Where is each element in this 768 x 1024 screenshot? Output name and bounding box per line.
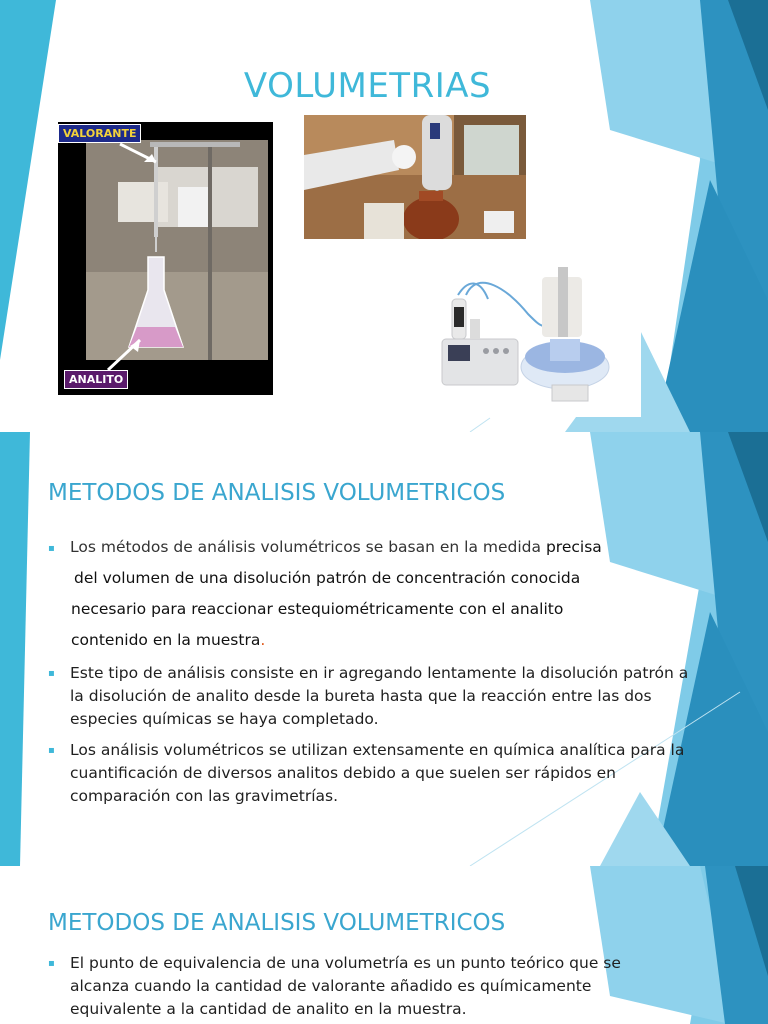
slide-1 (0, 0, 768, 432)
titration-photo (58, 122, 273, 395)
slide-3 (0, 866, 768, 1024)
slide-2 (0, 432, 768, 866)
slide3-bullet-1-text: El punto de equivalencia de una volumetría es un punto teórico que se alcanza cuando la cantidad de valorante añadido es químicamente equivalente a la cantidad de analito en la muestra. (70, 954, 621, 1018)
bullet-2-text: Este tipo de análisis consiste en ir agregando lentamente la disolución patrón a la disolución de analito desde la bureta hasta que la reacción entre las dos especies químicas se haya completado. (70, 664, 689, 728)
bullet1-line1-emphasis: precisa (545, 538, 602, 556)
bullet-3 (48, 739, 690, 808)
valorante-label: VALORANTE (58, 124, 141, 143)
bullet1-line2: del volumen de una disolución patrón de concentración conocida (74, 569, 581, 587)
page-title: VOLUMETRIAS (243, 66, 492, 106)
section-heading-2: METODOS DE ANALISIS VOLUMETRICOS (48, 910, 506, 936)
pipette-photo (304, 115, 526, 239)
autotitrator-illustration (418, 259, 641, 417)
analito-label: ANALITO (64, 370, 128, 389)
bullet1-line4-text: contenido en la muestra (71, 631, 261, 649)
bullet-3-text: Los análisis volumétricos se utilizan extensamente en química analítica para la cuantificación de diversos analitos debido a que suelen ser rápidos en comparación con las gravimetrías. (70, 741, 685, 805)
bullet1-line4 (71, 631, 265, 649)
bullet1-line1-text: Los métodos de análisis volumétricos se basan en la medida (70, 538, 542, 556)
slide3-bullet-marker: ▪ (48, 958, 55, 969)
bullet1-line3: necesario para reaccionar estequiométricamente con el analito (71, 600, 564, 618)
titration-illustration (58, 122, 273, 395)
bullet-marker-3: ▪ (48, 745, 55, 756)
pipette-illustration (304, 115, 526, 239)
bullet-marker-2: ▪ (48, 668, 55, 679)
bullet1-period: . (260, 631, 266, 649)
bullet-2 (48, 662, 690, 731)
section-heading: METODOS DE ANALISIS VOLUMETRICOS (48, 480, 506, 506)
autotitrator-photo (418, 259, 641, 417)
bullet-marker-1: ▪ (48, 543, 55, 554)
slide3-bullet-1 (48, 952, 670, 1021)
bullet1-line1 (70, 538, 602, 556)
